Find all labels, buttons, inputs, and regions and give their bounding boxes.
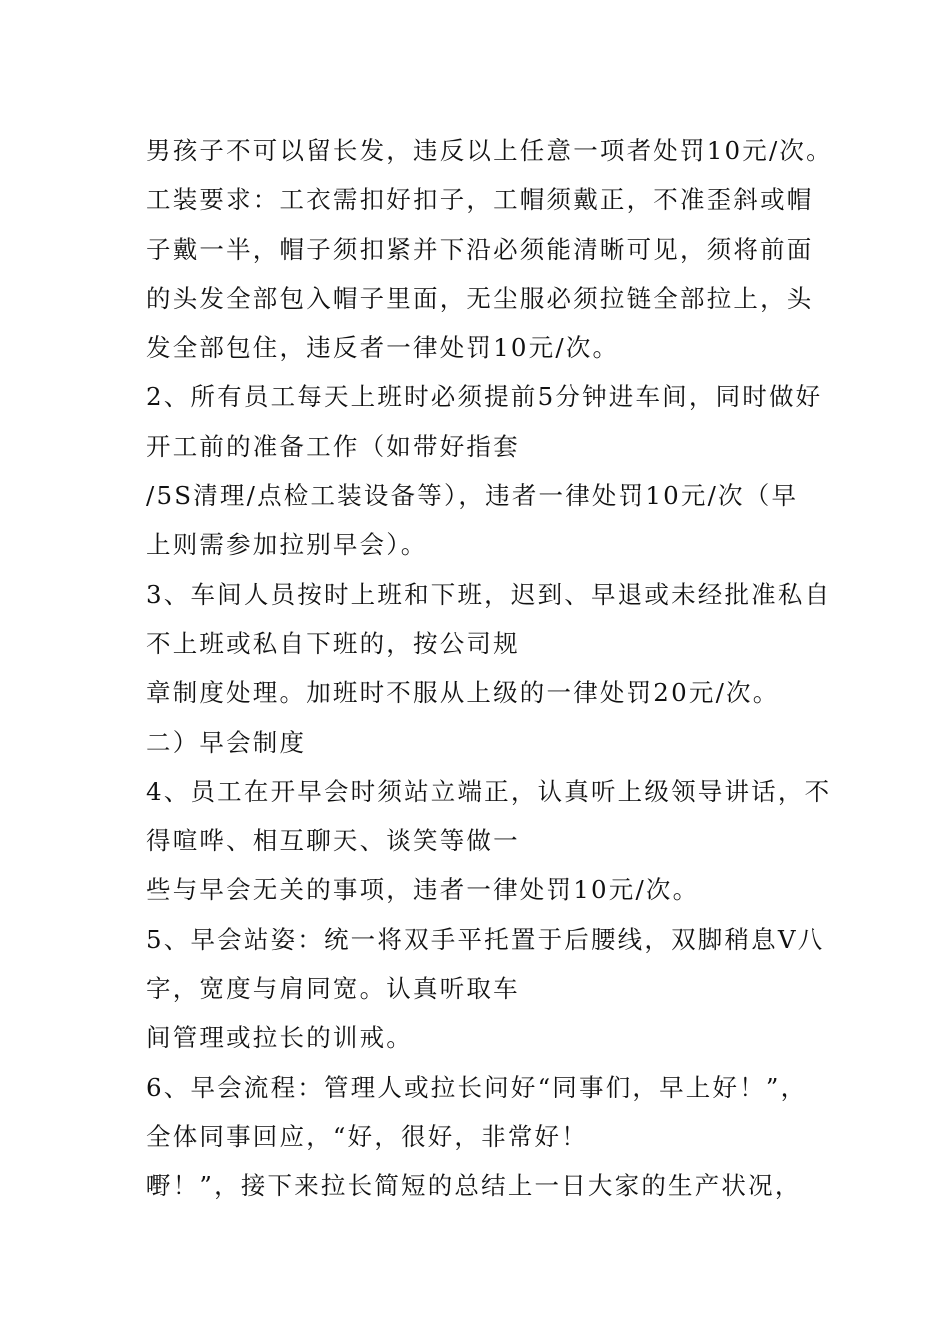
text-line: 发全部包住，违反者一律处罚10元/次。 xyxy=(146,333,620,363)
text-line: 全体同事回应，“好，很好，非常好！ xyxy=(146,1121,588,1151)
text-line: 不上班或私自下班的，按公司规 xyxy=(146,628,520,658)
text-line: 开工前的准备工作（如带好指套 xyxy=(146,431,520,461)
text-line: 4、员工在开早会时须站立端正，认真听上级领导讲话，不 xyxy=(146,776,832,806)
section-heading: 二）早会制度 xyxy=(146,727,307,757)
text-line: 上则需参加拉别早会）。 xyxy=(146,530,428,560)
text-line: 工装要求：工衣需扣好扣子，工帽须戴正，不准歪斜或帽 xyxy=(146,185,814,215)
text-line: 5、早会站姿：统一将双手平托置于后腰线，双脚稍息V八 xyxy=(146,924,825,954)
text-line: 男孩子不可以留长发，违反以上任意一项者处罚10元/次。 xyxy=(146,136,833,165)
document-body xyxy=(146,126,833,1211)
text-line: 嘢！”，接下来拉长简短的总结上一日大家的生产状况， xyxy=(146,1171,802,1201)
text-line: 些与早会无关的事项，违者一律处罚10元/次。 xyxy=(146,875,700,905)
text-line: 3、车间人员按时上班和下班，迟到、早退或未经批准私自 xyxy=(146,579,832,609)
text-line: 字，宽度与肩同宽。认真听取车 xyxy=(146,974,520,1004)
text-line: 章制度处理。加班时不服从上级的一律处罚20元/次。 xyxy=(146,678,780,708)
text-line: 间管理或拉长的训戒。 xyxy=(146,1023,413,1053)
text-line: 得喧哗、相互聊天、谈笑等做一 xyxy=(146,826,520,856)
text-line: 子戴一半，帽子须扣紧并下沿必须能清晰可见，须将前面 xyxy=(146,234,814,264)
text-line: 2、所有员工每天上班时必须提前5分钟进车间，同时做好 xyxy=(146,382,823,412)
text-line: /5S清理/点检工装设备等），违者一律处罚10元/次（早 xyxy=(146,481,799,511)
text-line: 6、早会流程：管理人或拉长问好“同事们，早上好！”， xyxy=(146,1072,808,1102)
text-line: 的头发全部包入帽子里面，无尘服必须拉链全部拉上，头 xyxy=(146,283,814,313)
